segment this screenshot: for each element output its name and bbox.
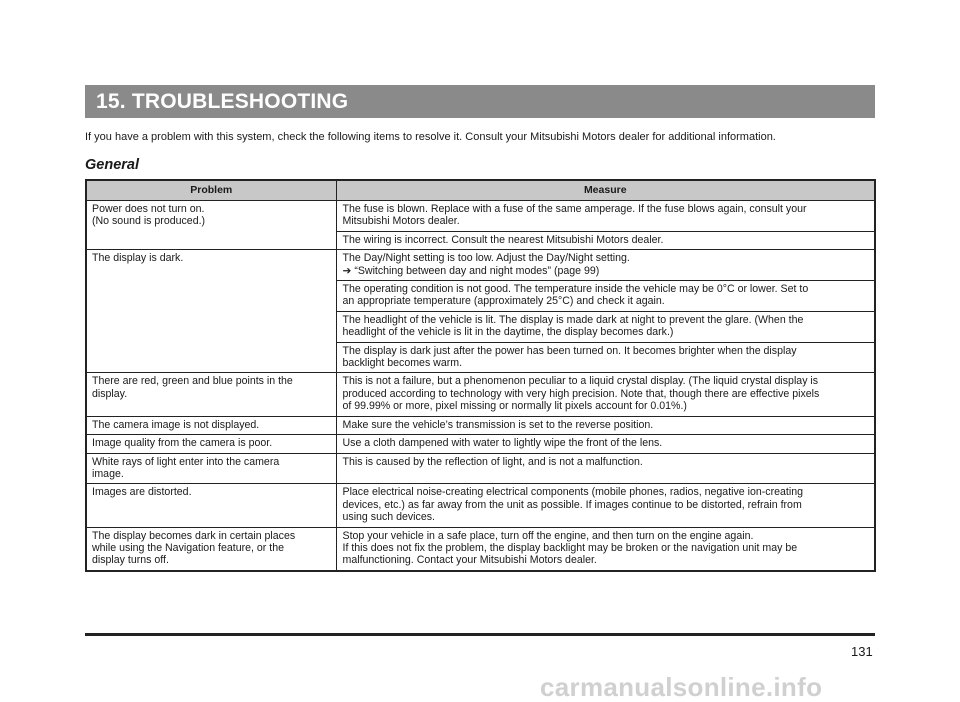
problem-cell — [86, 453, 336, 484]
measure-line: ➔ “Switching between day and night modes” (page 99) — [342, 264, 600, 277]
problem-cell — [86, 416, 336, 434]
measure-line: The headlight of the vehicle is lit. The display is made dark at night to prevent the glare. (When the — [342, 313, 804, 326]
measure-line: devices, etc.) as far away from the unit as possible. If images continue to be distorted, refrain from — [342, 498, 802, 511]
problem-cell — [86, 201, 336, 250]
measure-line: The wiring is incorrect. Consult the nearest Mitsubishi Motors dealer. — [342, 233, 664, 246]
problem-line: display. — [92, 387, 128, 400]
problem-line: The display is dark. — [92, 252, 184, 265]
measure-line: Use a cloth dampened with water to lightly wipe the front of the lens. — [342, 437, 663, 450]
problem-cell — [86, 373, 336, 416]
measure-line: using such devices. — [342, 511, 435, 524]
problem-line: image. — [92, 467, 124, 480]
section-title: General — [85, 157, 139, 173]
problem-line: (No sound is produced.) — [92, 215, 206, 228]
table-row — [86, 527, 875, 571]
problem-line: White rays of light enter into the camera — [92, 455, 280, 468]
problem-line: Images are distorted. — [92, 486, 192, 499]
measure-line: Stop your vehicle in a safe place, turn off the engine, and then turn on the engine again. — [342, 529, 754, 542]
problem-cell — [86, 527, 336, 571]
measure-line: The display is dark just after the power has been turned on. It becomes brighter when the display — [342, 344, 797, 357]
measure-line: Make sure the vehicle’s transmission is set to the reverse position. — [342, 418, 654, 431]
measure-line: The operating condition is not good. The temperature inside the vehicle may be 0°C or lower. Set to — [342, 283, 809, 296]
measure-cell — [336, 201, 875, 232]
table-row — [86, 435, 875, 453]
table-row — [86, 250, 875, 281]
table-body — [86, 201, 875, 571]
watermark: carmanualsonline.info — [540, 672, 823, 702]
problem-line: The display becomes dark in certain places — [92, 529, 296, 542]
measure-line: Mitsubishi Motors dealer. — [342, 215, 460, 228]
intro-text: If you have a problem with this system, check the following items to resolve it. Consult your Mitsubishi Motors dealer for additional information. — [85, 131, 776, 143]
measure-line: The fuse is blown. Replace with a fuse of the same amperage. If the fuse blows again, consult your — [342, 203, 807, 215]
table-row — [86, 201, 875, 232]
column-header-problem: Problem — [86, 180, 336, 201]
measure-line: If this does not fix the problem, the display backlight may be broken or the navigation unit may be — [342, 541, 798, 554]
problem-line: Power does not turn on. — [92, 203, 205, 215]
problem-line: The camera image is not displayed. — [92, 418, 260, 431]
measure-cell — [336, 435, 875, 453]
section-banner — [85, 85, 875, 118]
measure-cell — [336, 453, 875, 484]
page-number: 131 — [851, 644, 873, 659]
table-row — [86, 484, 875, 527]
problem-cell — [86, 435, 336, 453]
problem-cell — [86, 484, 336, 527]
problem-cell — [86, 250, 336, 373]
table-row — [86, 416, 875, 434]
measure-line: The Day/Night setting is too low. Adjust the Day/Night setting. — [342, 252, 630, 265]
column-header-measure: Measure — [336, 180, 875, 201]
measure-cell — [336, 416, 875, 434]
measure-cell — [336, 250, 875, 281]
measure-cell — [336, 527, 875, 571]
table-row — [86, 453, 875, 484]
table-row — [86, 373, 875, 416]
measure-cell — [336, 231, 875, 249]
measure-line: This is not a failure, but a phenomenon peculiar to a liquid crystal display. (The liquid crystal display is — [342, 375, 819, 388]
measure-cell — [336, 373, 875, 416]
measure-line: This is caused by the reflection of light, and is not a malfunction. — [342, 455, 643, 468]
measure-line: an appropriate temperature (approximately 25°C) and check it again. — [342, 295, 665, 308]
troubleshooting-table — [85, 179, 876, 572]
problem-line: There are red, green and blue points in the — [92, 375, 293, 388]
measure-line: headlight of the vehicle is lit in the daytime, the display becomes dark.) — [342, 326, 674, 339]
page-title: 15. TROUBLESHOOTING — [96, 90, 349, 113]
measure-cell — [336, 342, 875, 373]
measure-cell — [336, 311, 875, 342]
problem-line: while using the Navigation feature, or the — [92, 541, 284, 554]
measure-cell — [336, 484, 875, 527]
footer-rule — [85, 633, 875, 636]
problem-line: display turns off. — [92, 554, 169, 567]
problem-line: Image quality from the camera is poor. — [92, 437, 273, 450]
measure-line: malfunctioning. Contact your Mitsubishi Motors dealer. — [342, 554, 597, 567]
measure-cell — [336, 281, 875, 312]
measure-line: backlight becomes warm. — [342, 357, 463, 370]
measure-line: Place electrical noise-creating electrical components (mobile phones, radios, negative ion-creating — [342, 486, 803, 499]
measure-line: produced according to technology with very high precision. Note that, though there are effective pixels — [342, 387, 820, 400]
measure-line: of 99.99% or more, pixel missing or normally lit pixels account for 0.01%.) — [342, 400, 687, 413]
table-header-row — [86, 180, 875, 201]
